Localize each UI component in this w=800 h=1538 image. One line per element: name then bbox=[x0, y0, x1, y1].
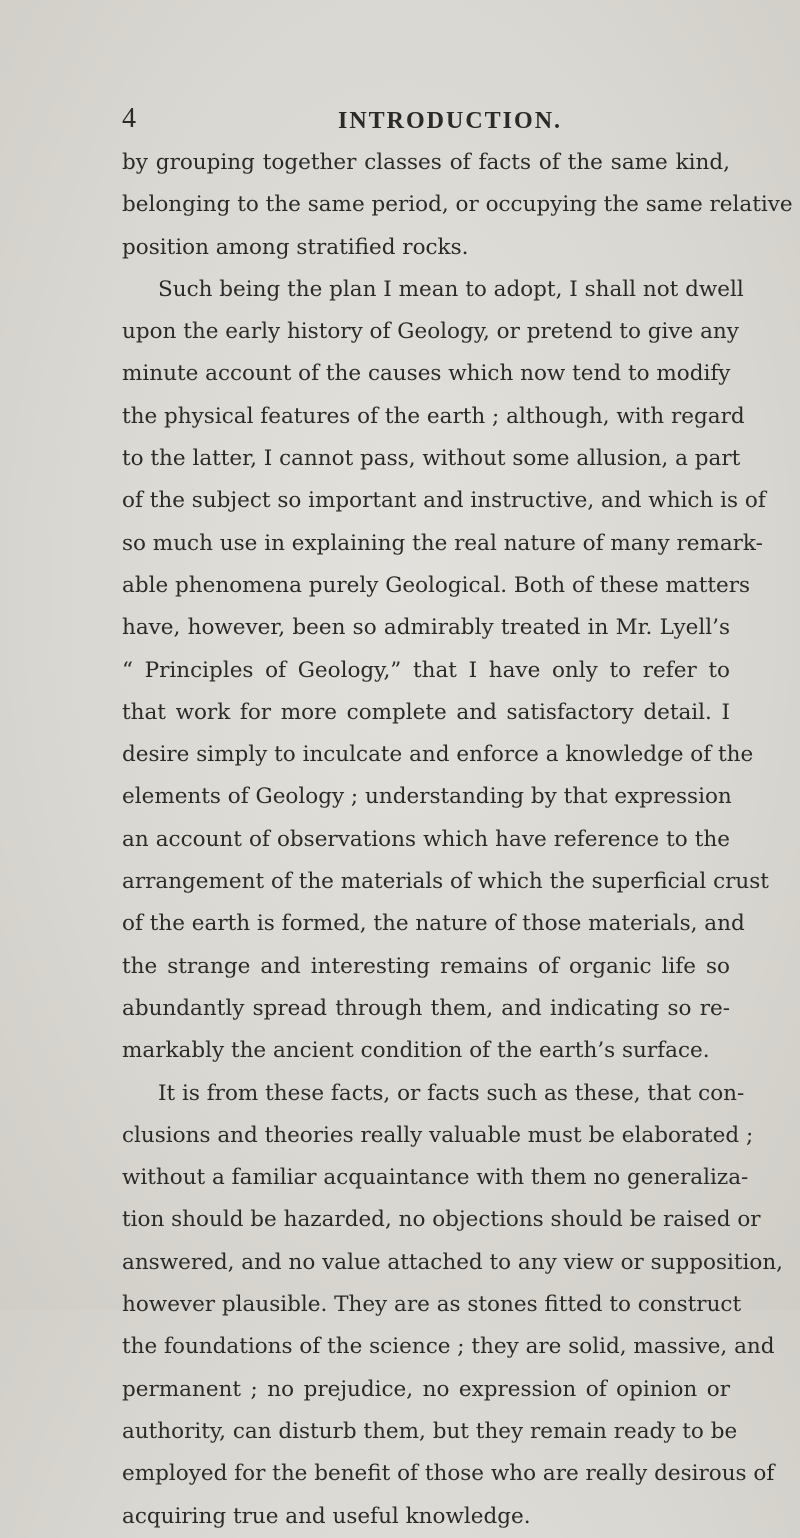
text-line: the strange and interesting remains of organic life so bbox=[122, 953, 730, 979]
text-line: elements of Geology ; understanding by that expression bbox=[122, 784, 732, 810]
text-line: however plausible. They are as stones fitted to construct bbox=[122, 1292, 742, 1318]
text-line: belonging to the same period, or occupying the same relative bbox=[122, 192, 793, 218]
running-title: INTRODUCTION. bbox=[338, 108, 563, 134]
text-line: “ Principles of Geology,” that I have only to refer to bbox=[122, 657, 730, 683]
text-line: acquiring true and useful knowledge. bbox=[122, 1503, 531, 1529]
text-line: authority, can disturb them, but they remain ready to be bbox=[122, 1418, 738, 1444]
page-number: 4 bbox=[122, 103, 136, 134]
text-line: employed for the benefit of those who are really desirous of bbox=[122, 1461, 775, 1487]
text-line: without a familiar acquaintance with them no generaliza- bbox=[122, 1165, 749, 1191]
text-line: of the earth is formed, the nature of those materials, and bbox=[122, 911, 745, 937]
text-line: so much use in explaining the real nature of many remark- bbox=[122, 530, 763, 556]
text-line: by grouping together classes of facts of the same kind, bbox=[122, 150, 730, 175]
text-line: markably the ancient condition of the earth’s surface. bbox=[122, 1038, 710, 1064]
text-line: It is from these facts, or facts such as these, that con- bbox=[158, 1080, 745, 1106]
text-line: of the subject so important and instructive, and which is of bbox=[122, 488, 766, 514]
text-line: tion should be hazarded, no objections should be raised or bbox=[122, 1207, 761, 1233]
text-line: that work for more complete and satisfactory detail. I bbox=[122, 699, 730, 725]
text-line: the foundations of the science ; they are solid, massive, and bbox=[122, 1334, 775, 1360]
text-line: desire simply to inculcate and enforce a knowledge of the bbox=[122, 742, 754, 768]
text-line: arrangement of the materials of which the superficial crust bbox=[122, 869, 769, 895]
text-line: abundantly spread through them, and indicating so re- bbox=[122, 995, 730, 1021]
text-line: have, however, been so admirably treated in Mr. Lyell’s bbox=[122, 615, 730, 641]
running-head bbox=[122, 103, 732, 139]
text-line: position among stratified rocks. bbox=[122, 234, 469, 260]
text-line: minute account of the causes which now tend to modify bbox=[122, 361, 731, 387]
body-text bbox=[122, 142, 793, 1538]
text-line: the physical features of the earth ; although, with regard bbox=[122, 403, 745, 429]
text-line: Such being the plan I mean to adopt, I shall not dwell bbox=[158, 276, 744, 302]
text-line: an account of observations which have reference to the bbox=[122, 826, 730, 852]
text-line: permanent ; no prejudice, no expression of opinion or bbox=[122, 1376, 730, 1402]
text-line: clusions and theories really valuable must be elaborated ; bbox=[122, 1122, 754, 1148]
text-line: able phenomena purely Geological. Both of these matters bbox=[122, 572, 751, 598]
text-line: upon the early history of Geology, or pretend to give any bbox=[122, 319, 739, 345]
text-line: to the latter, I cannot pass, without some allusion, a part bbox=[122, 446, 741, 472]
text-line: answered, and no value attached to any view or supposition, bbox=[122, 1249, 784, 1275]
